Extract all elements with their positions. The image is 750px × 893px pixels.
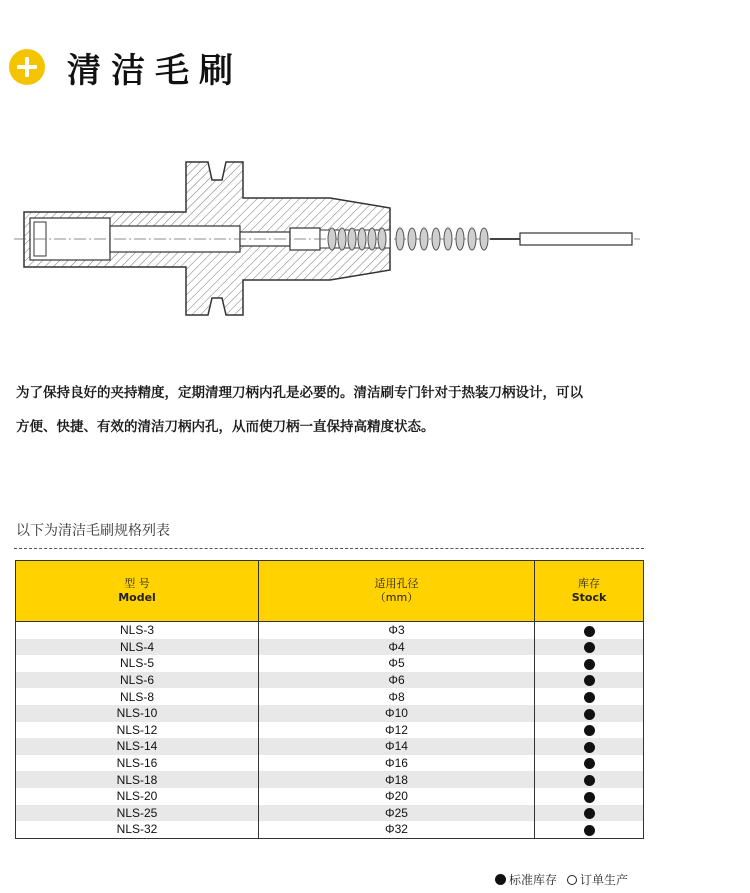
table-row — [16, 771, 644, 788]
filled-dot-icon — [584, 626, 595, 637]
cell-hole: Φ14 — [259, 738, 535, 755]
description-line-2: 方便、快捷、有效的清洁刀柄内孔，从而使刀柄一直保持高精度状态。 — [16, 419, 435, 435]
table-header-row — [16, 561, 644, 622]
cell-hole: Φ3 — [259, 622, 535, 639]
filled-dot-icon — [584, 692, 595, 703]
filled-dot-icon — [584, 709, 595, 720]
page-title: 清洁毛刷 — [67, 50, 243, 91]
table-row — [16, 655, 644, 672]
header-hole-en: （mm） — [374, 591, 419, 604]
cell-hole: Φ6 — [259, 672, 535, 689]
header-stock-cn: 库存 — [578, 577, 600, 590]
cell-stock — [535, 821, 644, 838]
filled-dot-icon — [584, 725, 595, 736]
table-row — [16, 821, 644, 838]
header-hole — [259, 561, 535, 622]
cell-stock — [535, 655, 644, 672]
plus-icon — [9, 49, 45, 85]
cell-stock — [535, 622, 644, 639]
cell-hole: Φ18 — [259, 771, 535, 788]
cell-hole: Φ12 — [259, 722, 535, 739]
filled-dot-icon — [584, 825, 595, 836]
legend-standard: 标准库存 — [509, 873, 558, 887]
table-row — [16, 722, 644, 739]
cell-hole: Φ4 — [259, 639, 535, 656]
header-hole-cn: 适用孔径 — [374, 577, 419, 590]
cell-model: NLS-14 — [16, 738, 259, 755]
description — [16, 376, 736, 444]
brush-handle — [520, 233, 632, 245]
table-row — [16, 639, 644, 656]
cell-stock — [535, 788, 644, 805]
header-model-cn: 型 号 — [124, 577, 150, 590]
cell-hole: Φ5 — [259, 655, 535, 672]
cell-model: NLS-12 — [16, 722, 259, 739]
cell-stock — [535, 705, 644, 722]
cell-hole: Φ16 — [259, 755, 535, 772]
table-row — [16, 688, 644, 705]
header-stock-en: Stock — [571, 591, 607, 604]
cell-model: NLS-25 — [16, 805, 259, 822]
dashed-divider — [14, 548, 644, 549]
cell-model: NLS-20 — [16, 788, 259, 805]
filled-dot-icon — [584, 742, 595, 753]
spec-table — [15, 560, 644, 839]
legend-order: 订单生产 — [580, 873, 629, 887]
header-model-en: Model — [118, 591, 156, 604]
table-caption: 以下为清洁毛刷规格列表 — [16, 523, 170, 539]
cell-stock — [535, 755, 644, 772]
table-row — [16, 672, 644, 689]
filled-dot-icon — [584, 642, 595, 653]
cell-hole: Φ25 — [259, 805, 535, 822]
filled-dot-icon — [584, 758, 595, 769]
cell-stock — [535, 738, 644, 755]
header-model — [16, 561, 259, 622]
cell-model: NLS-32 — [16, 821, 259, 838]
cell-stock — [535, 688, 644, 705]
cell-hole: Φ20 — [259, 788, 535, 805]
cell-hole: Φ8 — [259, 688, 535, 705]
table-row — [16, 738, 644, 755]
table-row — [16, 805, 644, 822]
cell-model: NLS-10 — [16, 705, 259, 722]
cell-model: NLS-18 — [16, 771, 259, 788]
filled-dot-icon — [584, 675, 595, 686]
cell-model: NLS-5 — [16, 655, 259, 672]
filled-dot-icon — [584, 659, 595, 670]
brush-bristles — [328, 228, 488, 250]
section-header — [9, 45, 243, 89]
cell-model: NLS-3 — [16, 622, 259, 639]
stock-legend — [495, 871, 628, 888]
filled-dot-icon — [495, 874, 506, 885]
cell-model: NLS-6 — [16, 672, 259, 689]
header-stock — [535, 561, 644, 622]
cell-stock — [535, 672, 644, 689]
cell-stock — [535, 639, 644, 656]
cell-model: NLS-8 — [16, 688, 259, 705]
cell-hole: Φ32 — [259, 821, 535, 838]
filled-dot-icon — [584, 775, 595, 786]
filled-dot-icon — [584, 792, 595, 803]
cell-stock — [535, 805, 644, 822]
table-row — [16, 755, 644, 772]
cell-stock — [535, 771, 644, 788]
cell-model: NLS-16 — [16, 755, 259, 772]
description-line-1: 为了保持良好的夹持精度，定期清理刀柄内孔是必要的。清洁刷专门针对于热装刀柄设计，可以 — [16, 385, 583, 401]
cell-stock — [535, 722, 644, 739]
table-row — [16, 705, 644, 722]
table-row — [16, 788, 644, 805]
filled-dot-icon — [584, 808, 595, 819]
tool-holder-drawing — [0, 150, 750, 330]
cell-hole: Φ10 — [259, 705, 535, 722]
table-row — [16, 622, 644, 639]
cell-model: NLS-4 — [16, 639, 259, 656]
hollow-dot-icon — [567, 875, 577, 885]
